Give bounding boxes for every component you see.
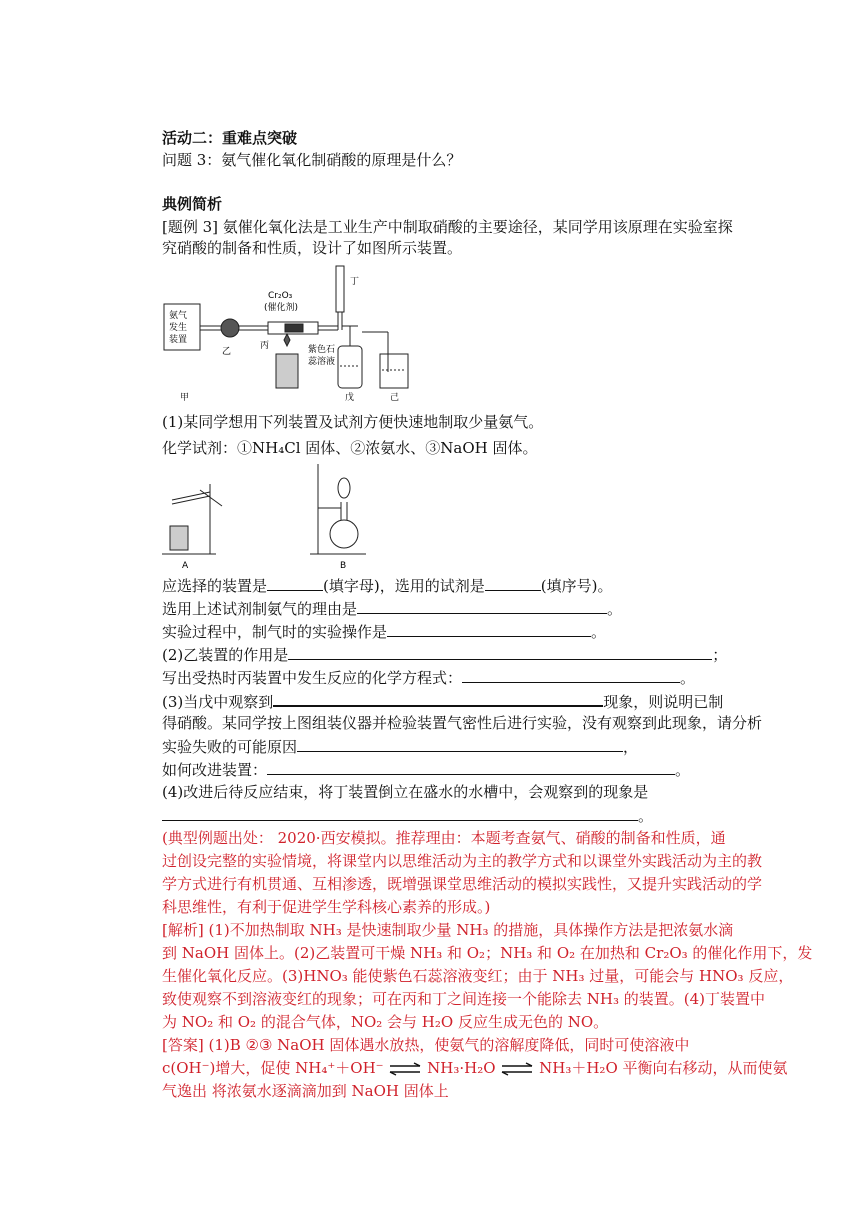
- label-ding: 丁: [350, 277, 360, 287]
- label-ji: 己: [390, 393, 400, 403]
- label-b: B: [340, 561, 347, 571]
- answer-blank-observation[interactable]: [162, 805, 638, 821]
- answer-line-2-c: NH₃＋H₂O 平衡向右移动，从而使氨: [539, 1059, 788, 1077]
- question-3: 问题 3：氨气催化氧化制硝酸的原理是什么？: [162, 151, 462, 169]
- beaker-ji: [380, 354, 408, 388]
- q1-line-1-c: (填序号)。: [540, 577, 613, 595]
- equilibrium-arrow-icon: [388, 1062, 422, 1076]
- analysis-line-2: 到 NaOH 固体上。(2)乙装置可干燥 NH₃ 和 O₂；NH₃ 和 O₂ 在加热和 Cr₂O₃ 的催化作用下，发: [162, 944, 813, 962]
- q1-line-3: 实验过程中，制气时的实验操作是 。: [162, 623, 607, 641]
- catalyst-formula: Cr₂O₃: [268, 291, 293, 301]
- answer-line-2-b: NH₃·H₂O: [427, 1059, 496, 1077]
- answer-blank-failure-reason[interactable]: [297, 736, 623, 752]
- label-a: A: [182, 561, 189, 571]
- box-label-1: 氨气: [169, 311, 188, 321]
- q1-line-3-text: 实验过程中，制气时的实验操作是: [162, 623, 388, 641]
- q4-line-1: (4)改进后待反应结束，将丁装置倒立在盛水的水槽中，会观察到的现象是: [162, 783, 649, 801]
- q3-line-2: 得硝酸。某同学按上图组装仪器并检验装置气密性后进行实验，没有观察到此现象，请分析: [162, 714, 763, 732]
- tube-ding: [336, 266, 344, 312]
- q1-line-1: [162, 575, 612, 596]
- box-label-2: 发生: [169, 323, 188, 333]
- q1-line-2: 选用上述试剂制氨气的理由是 。: [162, 600, 623, 618]
- answer-blank-improvement[interactable]: [267, 759, 675, 775]
- drying-tube-yi: [221, 319, 239, 337]
- activity-heading: 活动二：重难点突破: [162, 129, 298, 147]
- apparatus-figure: [160, 262, 460, 404]
- answer-blank-yi-function[interactable]: [288, 644, 712, 660]
- q2-line-1-text: (2)乙装置的作用是: [162, 646, 289, 664]
- apparatus-ab-figure: [160, 462, 400, 572]
- source-line-2: 过创设完整的实验情境，将课堂内以思维活动为主的教学方式和以课堂外实践活动为主的教: [162, 852, 763, 870]
- q2-line-1: (2)乙装置的作用是 ；: [162, 646, 728, 664]
- reagents-text: 化学试剂：①NH₄Cl 固体、②浓氨水、③NaOH 固体。: [162, 439, 538, 457]
- litmus-label-1: 紫色石: [308, 345, 336, 355]
- example-heading: 典例简析: [162, 195, 223, 213]
- answer-blank-phenomenon[interactable]: [273, 690, 603, 707]
- source-line-1: (典型例题出处： 2020·西安模拟。推荐理由：本题考查氨气、硝酸的制备和性质，通: [162, 829, 726, 847]
- box-label-3: 装置: [169, 335, 188, 345]
- label-wu: 戊: [345, 393, 355, 403]
- answer-line-3: 气逸出 将浓氨水逐滴滴加到 NaOH 固体上: [162, 1082, 449, 1100]
- q3-line-3: 实验失败的可能原因 ，: [162, 738, 639, 756]
- answer-blank-reagent[interactable]: [485, 575, 541, 591]
- problem-intro-line-1: [题例 3] 氨催化氧化法是工业生产中制取硝酸的主要途径，某同学用该原理在实验室探: [162, 218, 733, 236]
- label-bing: 丙: [260, 341, 270, 351]
- answer-line-1: [答案] (1)B ②③ NaOH 固体遇水放热，使氨气的溶解度降低，同时可使溶液中: [162, 1036, 690, 1054]
- label-yi: 乙: [222, 347, 232, 357]
- answer-blank-equation[interactable]: [462, 667, 680, 683]
- source-line-3: 学方式进行有机贯通、互相渗透，既增强课堂思维活动的模拟实践性，又提升实践活动的学: [162, 875, 763, 893]
- q1-line-1-b: (填字母)，选用的试剂是: [323, 577, 485, 595]
- analysis-line-4: 致使观察不到溶液变红的现象；可在丙和丁之间连接一个能除去 NH₃ 的装置。(4)丁装置中: [162, 990, 766, 1008]
- problem-intro-line-2: 究硝酸的制备和性质，设计了如图所示装置。: [162, 239, 463, 257]
- litmus-label-2: 蕊溶液: [308, 357, 336, 367]
- answer-blank-device[interactable]: [267, 575, 323, 591]
- q1-text: (1)某同学想用下列装置及试剂方便快速地制取少量氨气。: [162, 413, 544, 431]
- q2-line-2-text: 写出受热时丙装置中发生反应的化学方程式：: [162, 669, 463, 687]
- answer-blank-reason[interactable]: [357, 598, 607, 614]
- burner: [276, 354, 298, 388]
- q1-line-2-text: 选用上述试剂制氨气的理由是: [162, 600, 358, 618]
- catalyst-note: (催化剂): [264, 303, 299, 313]
- q3-line-1-b: 现象，则说明已制: [603, 693, 724, 711]
- flask-wu: [338, 346, 362, 388]
- q3-line-3-text: 实验失败的可能原因: [162, 738, 298, 756]
- answer-line-2: [162, 1058, 788, 1078]
- q3-line-1: [162, 690, 723, 712]
- q3-line-4: 如何改进装置： 。: [162, 761, 691, 779]
- answer-line-2-a: c(OH⁻)增大，促使 NH₄⁺＋OH⁻: [162, 1059, 384, 1077]
- q1-line-1-a: 应选择的装置是: [162, 577, 268, 595]
- q4-line-2: 。: [162, 805, 653, 826]
- answer-blank-operation[interactable]: [387, 621, 591, 637]
- source-line-4: 科思维性，有利于促进学生学科核心素养的形成。): [162, 898, 491, 916]
- analysis-line-1: [解析] (1)不加热制取 NH₃ 是快速制取少量 NH₃ 的措施，具体操作方法是把浓氨水滴: [162, 921, 734, 939]
- label-jia: 甲: [180, 393, 190, 403]
- q3-line-1-a: (3)当戊中观察到: [162, 693, 274, 711]
- analysis-line-3: 生催化氧化反应。(3)HNO₃ 能使紫色石蕊溶液变红；由于 NH₃ 过量，可能会与 HNO₃ 反应，: [162, 967, 794, 985]
- q2-line-2: 写出受热时丙装置中发生反应的化学方程式： 。: [162, 669, 696, 687]
- q3-line-4-text: 如何改进装置：: [162, 761, 268, 779]
- equilibrium-arrow-icon: [500, 1062, 534, 1076]
- analysis-line-5: 为 NO₂ 和 O₂ 的混合气体，NO₂ 会与 H₂O 反应生成无色的 NO。: [162, 1013, 609, 1031]
